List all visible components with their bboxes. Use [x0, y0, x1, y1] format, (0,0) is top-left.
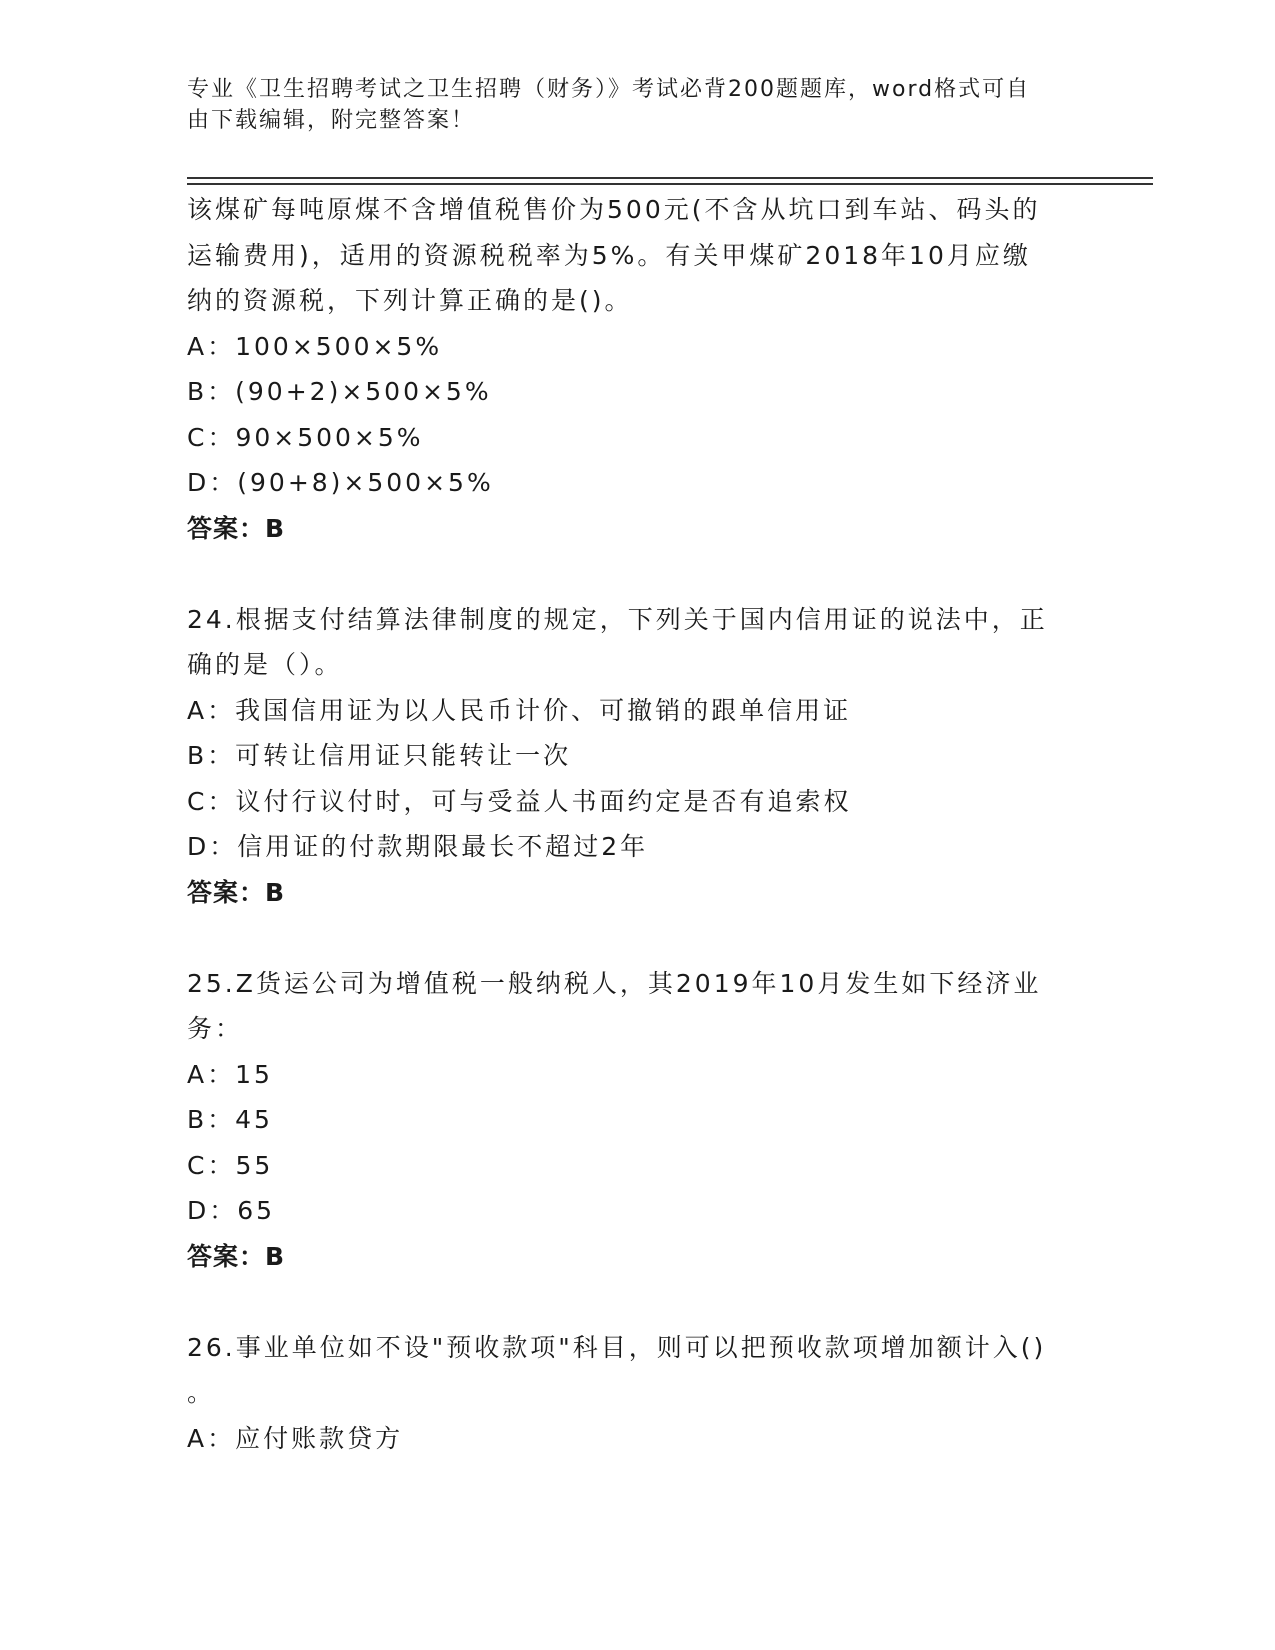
question-stem-line: 纳的资源税，下列计算正确的是()。 — [187, 286, 633, 315]
option-c: C：议付行议付时，可与受益人书面约定是否有追索权 — [187, 786, 852, 816]
question-26 — [187, 1325, 1087, 1462]
option-d: D：(90+8)×500×5% — [187, 468, 494, 497]
header-line-2: 由下载编辑，附完整答案！ — [187, 108, 476, 133]
spacer — [187, 551, 1087, 597]
answer: 答案：B — [187, 877, 286, 907]
option-d: D：信用证的付款期限最长不超过2年 — [187, 832, 649, 861]
header-divider-bottom — [187, 183, 1153, 185]
option-a: A：100×500×5% — [187, 331, 443, 361]
answer: 答案：B — [187, 1241, 286, 1271]
option-a: A：我国信用证为以人民币计价、可撤销的跟单信用证 — [187, 695, 852, 725]
question-stem-line: 运输费用)，适用的资源税税率为5%。有关甲煤矿2018年10月应缴 — [187, 240, 1031, 270]
question-list — [187, 187, 1087, 1461]
option-c: C：55 — [187, 1150, 274, 1180]
question-stem-line: 25.Z货运公司为增值税一般纳税人，其2019年10月发生如下经济业 — [187, 968, 1042, 998]
option-a: A：15 — [187, 1059, 273, 1089]
question-24 — [187, 597, 1087, 916]
question-stem-line: 务： — [187, 1014, 244, 1043]
option-c: C：90×500×5% — [187, 422, 424, 452]
option-a: A：应付账款贷方 — [187, 1423, 404, 1453]
header-divider-top — [187, 177, 1153, 179]
option-b: B：45 — [187, 1105, 273, 1134]
option-b: B：可转让信用证只能转让一次 — [187, 741, 572, 770]
option-b: B：(90+2)×500×5% — [187, 377, 492, 406]
option-d: D：65 — [187, 1196, 276, 1225]
document-header — [187, 74, 1067, 136]
spacer — [187, 915, 1087, 961]
question-stem-line: 该煤矿每吨原煤不含增值税售价为500元(不含从坑口到车站、码头的 — [187, 195, 1041, 224]
question-stem-line: 确的是（）。 — [187, 650, 343, 679]
answer: 答案：B — [187, 513, 286, 543]
question-23 — [187, 187, 1087, 551]
question-stem-line: 24.根据支付结算法律制度的规定，下列关于国内信用证的说法中，正 — [187, 604, 1048, 634]
question-25 — [187, 961, 1087, 1280]
question-stem-line: 。 — [187, 1378, 216, 1407]
spacer — [187, 1279, 1087, 1325]
question-stem-line: 26.事业单位如不设"预收款项"科目，则可以把预收款项增加额计入() — [187, 1332, 1047, 1362]
header-line-1: 专业《卫生招聘考试之卫生招聘（财务）》考试必背200题题库，word格式可自 — [187, 77, 1031, 102]
